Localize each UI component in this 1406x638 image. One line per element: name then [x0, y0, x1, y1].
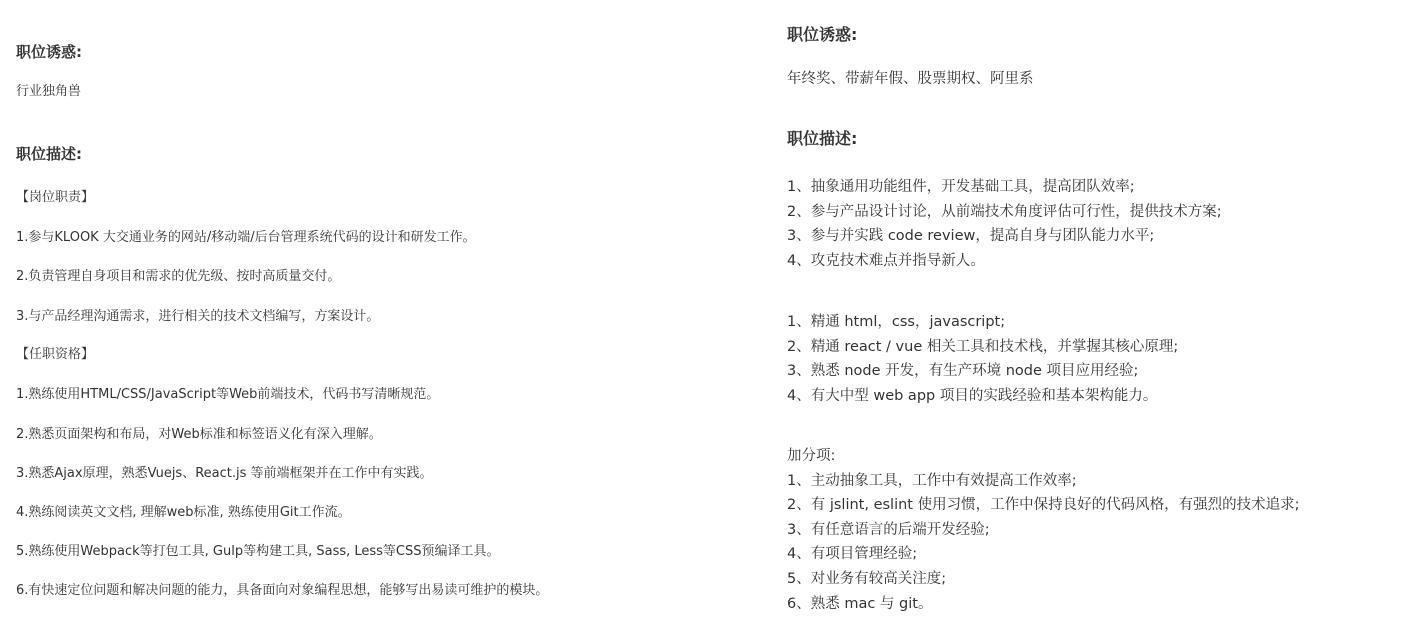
right-bonus-list — [787, 444, 1299, 616]
list-item: 2、精通 react / vue 相关工具和技术栈，并掌握其核心原理; — [787, 338, 1179, 355]
list-item: 3、参与并实践 code review，提高自身与团队能力水平; — [787, 228, 1155, 245]
left-duties-label: 【岗位职责】 — [16, 190, 95, 205]
left-qualifications-label: 【任职资格】 — [16, 347, 95, 362]
list-item: 6、熟悉 mac 与 git。 — [787, 595, 933, 612]
list-item: 3、熟悉 node 开发，有生产环境 node 项目应用经验; — [787, 363, 1139, 380]
list-item: 5、对业务有较高关注度; — [787, 570, 947, 587]
left-qualification-item: 6.有快速定位问题和解决问题的能力，具备面向对象编程思想，能够写出易读可维护的模块。 — [16, 583, 549, 598]
left-duty-item: 3.与产品经理沟通需求，进行相关的技术文档编写，方案设计。 — [16, 309, 380, 324]
right-description-heading: 职位描述: — [787, 129, 858, 148]
right-temptation-heading: 职位诱惑: — [787, 25, 858, 44]
left-qualification-item: 3.熟悉Ajax原理，熟悉Vuejs、React.js 等前端框架并在工作中有实践。 — [16, 466, 433, 481]
left-duty-item: 1.参与KLOOK 大交通业务的网站/移动端/后台管理系统代码的设计和研发工作。 — [16, 230, 476, 245]
right-bonus-label: 加分项: — [787, 448, 836, 464]
left-qualification-item: 4.熟练阅读英文文档, 理解web标准, 熟练使用Git工作流。 — [16, 505, 351, 520]
left-qualification-item: 2.熟悉页面架构和布局，对Web标准和标签语义化有深入理解。 — [16, 427, 382, 442]
left-duty-item: 2.负责管理自身项目和需求的优先级、按时高质量交付。 — [16, 269, 341, 284]
left-qualification-item: 1.熟练使用HTML/CSS/JavaScript等Web前端技术，代码书写清晰规范。 — [16, 387, 440, 402]
list-item: 3、有任意语言的后端开发经验; — [787, 521, 990, 538]
right-temptation-text: 年终奖、带薪年假、股票期权、阿里系 — [787, 71, 1034, 87]
left-temptation-heading: 职位诱惑: — [16, 43, 82, 61]
list-item: 2、参与产品设计讨论，从前端技术角度评估可行性，提供技术方案; — [787, 203, 1222, 220]
list-item: 1、精通 html，css，javascript; — [787, 314, 1006, 330]
list-item: 4、攻克技术难点并指导新人。 — [787, 252, 985, 269]
list-item: 4、有项目管理经验; — [787, 546, 918, 563]
right-requirements-list — [787, 310, 1178, 408]
right-responsibilities-list — [787, 175, 1222, 273]
list-item: 4、有大中型 web app 项目的实践经验和基本架构能力。 — [787, 387, 1158, 404]
left-temptation-text: 行业独角兽 — [16, 84, 82, 99]
left-qualification-item: 5.熟练使用Webpack等打包工具, Gulp等构建工具, Sass, Less等CSS预编译工具。 — [16, 544, 500, 559]
list-item: 2、有 jslint, eslint 使用习惯，工作中保持良好的代码风格，有强烈的技术追求; — [787, 497, 1300, 514]
list-item: 1、主动抽象工具，工作中有效提高工作效率; — [787, 472, 1077, 489]
left-description-heading: 职位描述: — [16, 145, 82, 163]
list-item: 1、抽象通用功能组件，开发基础工具，提高团队效率; — [787, 179, 1135, 195]
